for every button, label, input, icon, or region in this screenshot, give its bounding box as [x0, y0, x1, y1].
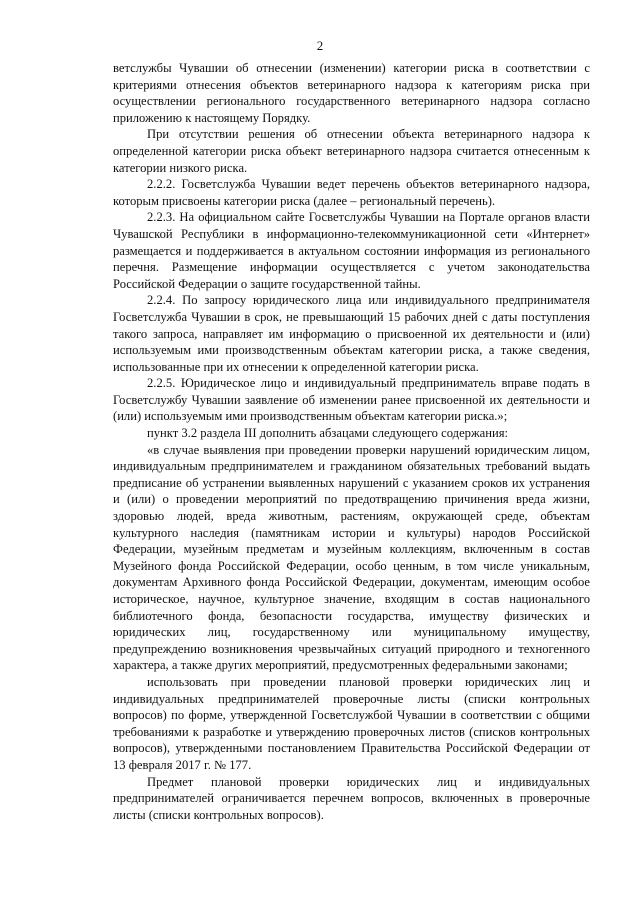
page-number: 2 [316, 38, 324, 53]
paragraph: 2.2.5. Юридическое лицо и индивидуальный предприниматель вправе подать в Госветслужбу Чувашии заявление об изменении ранее присвоенной их деятельности и (или) используемым ими производственным объектам категории риска.»; [113, 376, 590, 424]
paragraph: использовать при проведении плановой проверки юридических лиц и индивидуальных предпринимателей проверочные листы (списки контрольных вопросов) по форме, утвержденной Госветслужбой Чувашии в соответствии с общими требованиями к разработке и утверждению проверочных листов (списков контрольных вопросов), утвержденными постановлением Правительства Российской Федерации от 13 февраля 2017 г. № 177. [113, 674, 590, 772]
paragraph: 2.2.2. Госветслужба Чувашии ведет перечень объектов ветеринарного надзора, которым присвоены категории риска (далее – региональный перечень). [113, 177, 590, 208]
document-body [113, 60, 590, 823]
paragraph: При отсутствии решения об отнесении объекта ветеринарного надзора к определенной категории риска объект ветеринарного надзора считается отнесенным к категории низкого риска. [113, 127, 590, 175]
paragraph: «в случае выявления при проведении проверки нарушений юридическим лицом, индивидуальным предпринимателем и гражданином обязательных требований выдать предписание об устранении выявленных нарушений с указанием сроков их устранения и (или) о проведении мероприятий по предотвращению причинения вреда жизни, здоровью людей, вреда животным, растениям, окружающей среде, объектам культурного наследия (памятникам истории и культуры) народов Российской Федерации, музейным предметам и музейным коллекциям, включенным в состав Музейного фонда Российской Федерации, особо ценным, в том числе уникальным, документам Архивного фонда Российской Федерации, документам, имеющим особое историческое, научное, культурное значение, входящим в состав национального библиотечного фонда, безопасности государства, имуществу физических и юридических лиц, государственному или муниципальному имуществу, предупреждению возникновения чрезвычайных ситуаций природного и техногенного характера, а также других мероприятий, предусмотренных федеральными законами; [113, 442, 590, 673]
paragraph: 2.2.3. На официальном сайте Госветслужбы Чувашии на Портале органов власти Чувашской Республики в информационно-телекоммуникационной сети «Интернет» размещается и поддерживается в актуальном состоянии информация из регионального перечня. Размещение информации осуществляется с учетом законодательства Российской Федерации о защите государственной тайны. [113, 210, 590, 291]
paragraph: пункт 3.2 раздела III дополнить абзацами следующего содержания: [147, 426, 509, 441]
paragraph: 2.2.4. По запросу юридического лица или индивидуального предпринимателя Госветслужба Чувашии в срок, не превышающий 15 рабочих дней с даты поступления такого запроса, направляет им информацию о присвоенной их деятельности и (или) используемым ими производственным объектам категории риска, а также сведения, использованные при их отнесении к определенной категории риска. [113, 293, 590, 374]
paragraph: ветслужбы Чувашии об отнесении (изменении) категории риска в соответствии с критериями отнесения объектов ветеринарного надзора к категориям риска при осуществлении регионального государственного ветеринарного надзора согласно приложению к настоящему Порядку. [113, 61, 590, 125]
paragraph: Предмет плановой проверки юридических лиц и индивидуальных предпринимателей ограничивается перечнем вопросов, включенных в проверочные листы (списки контрольных вопросов). [113, 774, 590, 822]
